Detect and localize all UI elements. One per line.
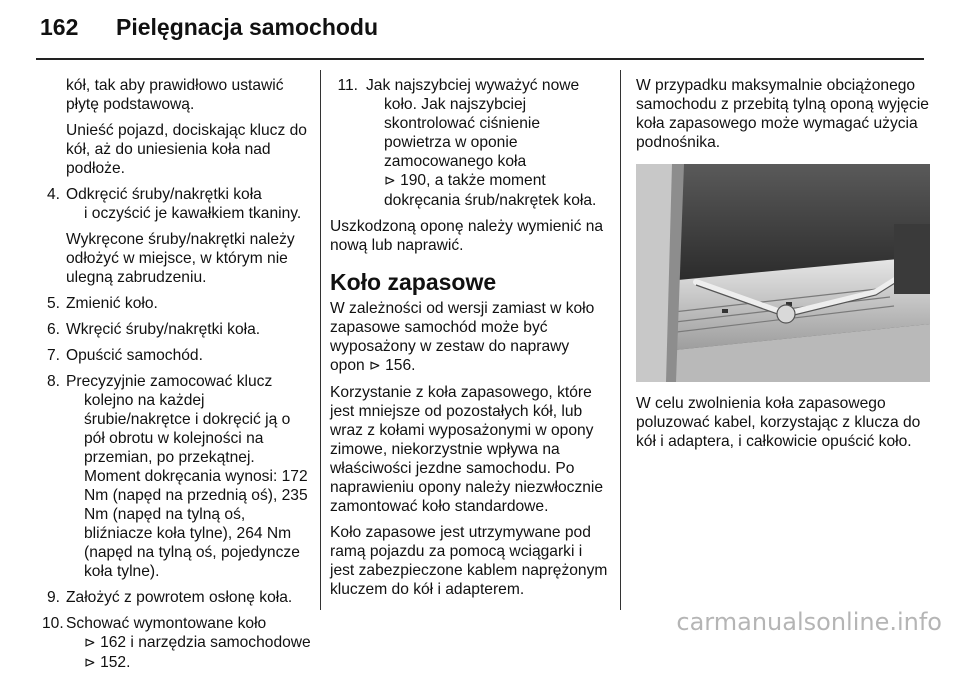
spare-paragraph-3: Koło zapasowe jest utrzymywane pod ramą pojazdu za pomocą wciągarki i jest zabezpieczone kablem naprężonym kluczem do kół i adapterem. [330,524,608,598]
lift-paragraph: Unieść pojazd, dociskając klucz do kół, aż do uniesienia koła nad podłoże. [66,122,307,177]
page-ref-arrow-icon: ⊳ [369,358,381,374]
step-11: 11. Jak najszybciej wyważyć nowe koło. Jak najszybciej skontrolować ciśnienie powietrza w oponie zamocowanego koła ⊳ 190, a także moment dokręcania śrub/nakrętek koła. [337,77,597,209]
step-8: 8. Precyzyjnie zamocować klucz kolejno na każdej śrubie/nakrętce i dokręcić ją o pół obrotu w kolejności na przemian, po przekątnej. Moment dokręcania wynosi: 172 Nm (napęd na przednią oś), 235 Nm (napęd na tylną oś, bliźniacze koła tylne), 264 Nm (napęd na tylną oś, pojedyncze koła tylne). [46,373,308,580]
column-2 [330,76,608,606]
column-1 [42,76,312,680]
continued-paragraph: kół, tak aby prawidłowo ustawić płytę podstawową. [66,77,284,113]
step-4-note: Wykręcone śruby/nakrętki należy odłożyć w miejsce, w którym nie ulegną zabrudzeniu. [66,231,295,286]
page-reference[interactable]: 190, a także moment dokręcania śrub/nakrętek koła. [384,172,597,209]
header-rule [36,58,924,60]
page-title: Pielęgnacja samochodu [116,14,379,40]
page-reference[interactable]: 152. [100,654,131,671]
spare-paragraph-2: Korzystanie z koła zapasowego, które jest mniejsze od pozostałych kół, lub wraz z kołami wyposażonymi w opony zimowe, niekorzystnie wpływa na właściwości jezdne samochodu. Po naprawieniu opony należy niezwłocznie zamontować koło standardowe. [330,384,604,515]
damaged-tire-paragraph: Uszkodzoną oponę należy wymienić na nową lub naprawić. [330,218,604,254]
page-reference[interactable]: 162 i narzędzia samochodowe [100,634,311,651]
step-number: 4. [46,186,60,203]
jack-paragraph: W przypadku maksymalnie obciążonego samochodu z przebitą tylną oponą wyjęcie koła zapasowego może wymagać użycia podnośnika. [636,77,929,151]
page-number: 162 [40,14,79,40]
step-7: 7. Opuścić samochód. [46,347,203,364]
column-divider-1 [320,70,321,610]
step-5: 5. Zmienić koło. [46,295,158,312]
watermark: carmanualsonline.info [676,608,942,636]
page-ref-arrow-icon: ⊳ [84,635,96,651]
spare-paragraph-1: W zależności od wersji zamiast w koło zapasowe samochód może być wyposażony w zestaw do naprawy opon ⊳ 156. [330,300,595,374]
section-heading: Koło zapasowe [330,269,497,295]
page-reference[interactable]: 156. [385,357,416,374]
column-3 [636,76,932,458]
column-divider-2 [620,70,621,610]
step-9: 9. Założyć z powrotem osłonę koła. [46,589,293,606]
release-paragraph: W celu zwolnienia koła zapasowego poluzować kabel, korzystając z klucza do kół i adaptera, i całkowicie opuścić koło. [636,395,921,450]
step-6: 6. Wkręcić śruby/nakrętki koła. [46,321,261,338]
page-ref-arrow-icon: ⊳ [384,173,396,189]
step-4: 4. Odkręcić śruby/nakrętki koła i oczyścić je kawałkiem tkaniny. [42,185,312,223]
spare-wheel-illustration [636,164,930,382]
step-10: 10. Schować wymontowane koło ⊳ 162 i narzędzia samochodowe ⊳ 152. [42,615,311,671]
page-ref-arrow-icon: ⊳ [84,655,96,671]
page-header [0,0,960,62]
